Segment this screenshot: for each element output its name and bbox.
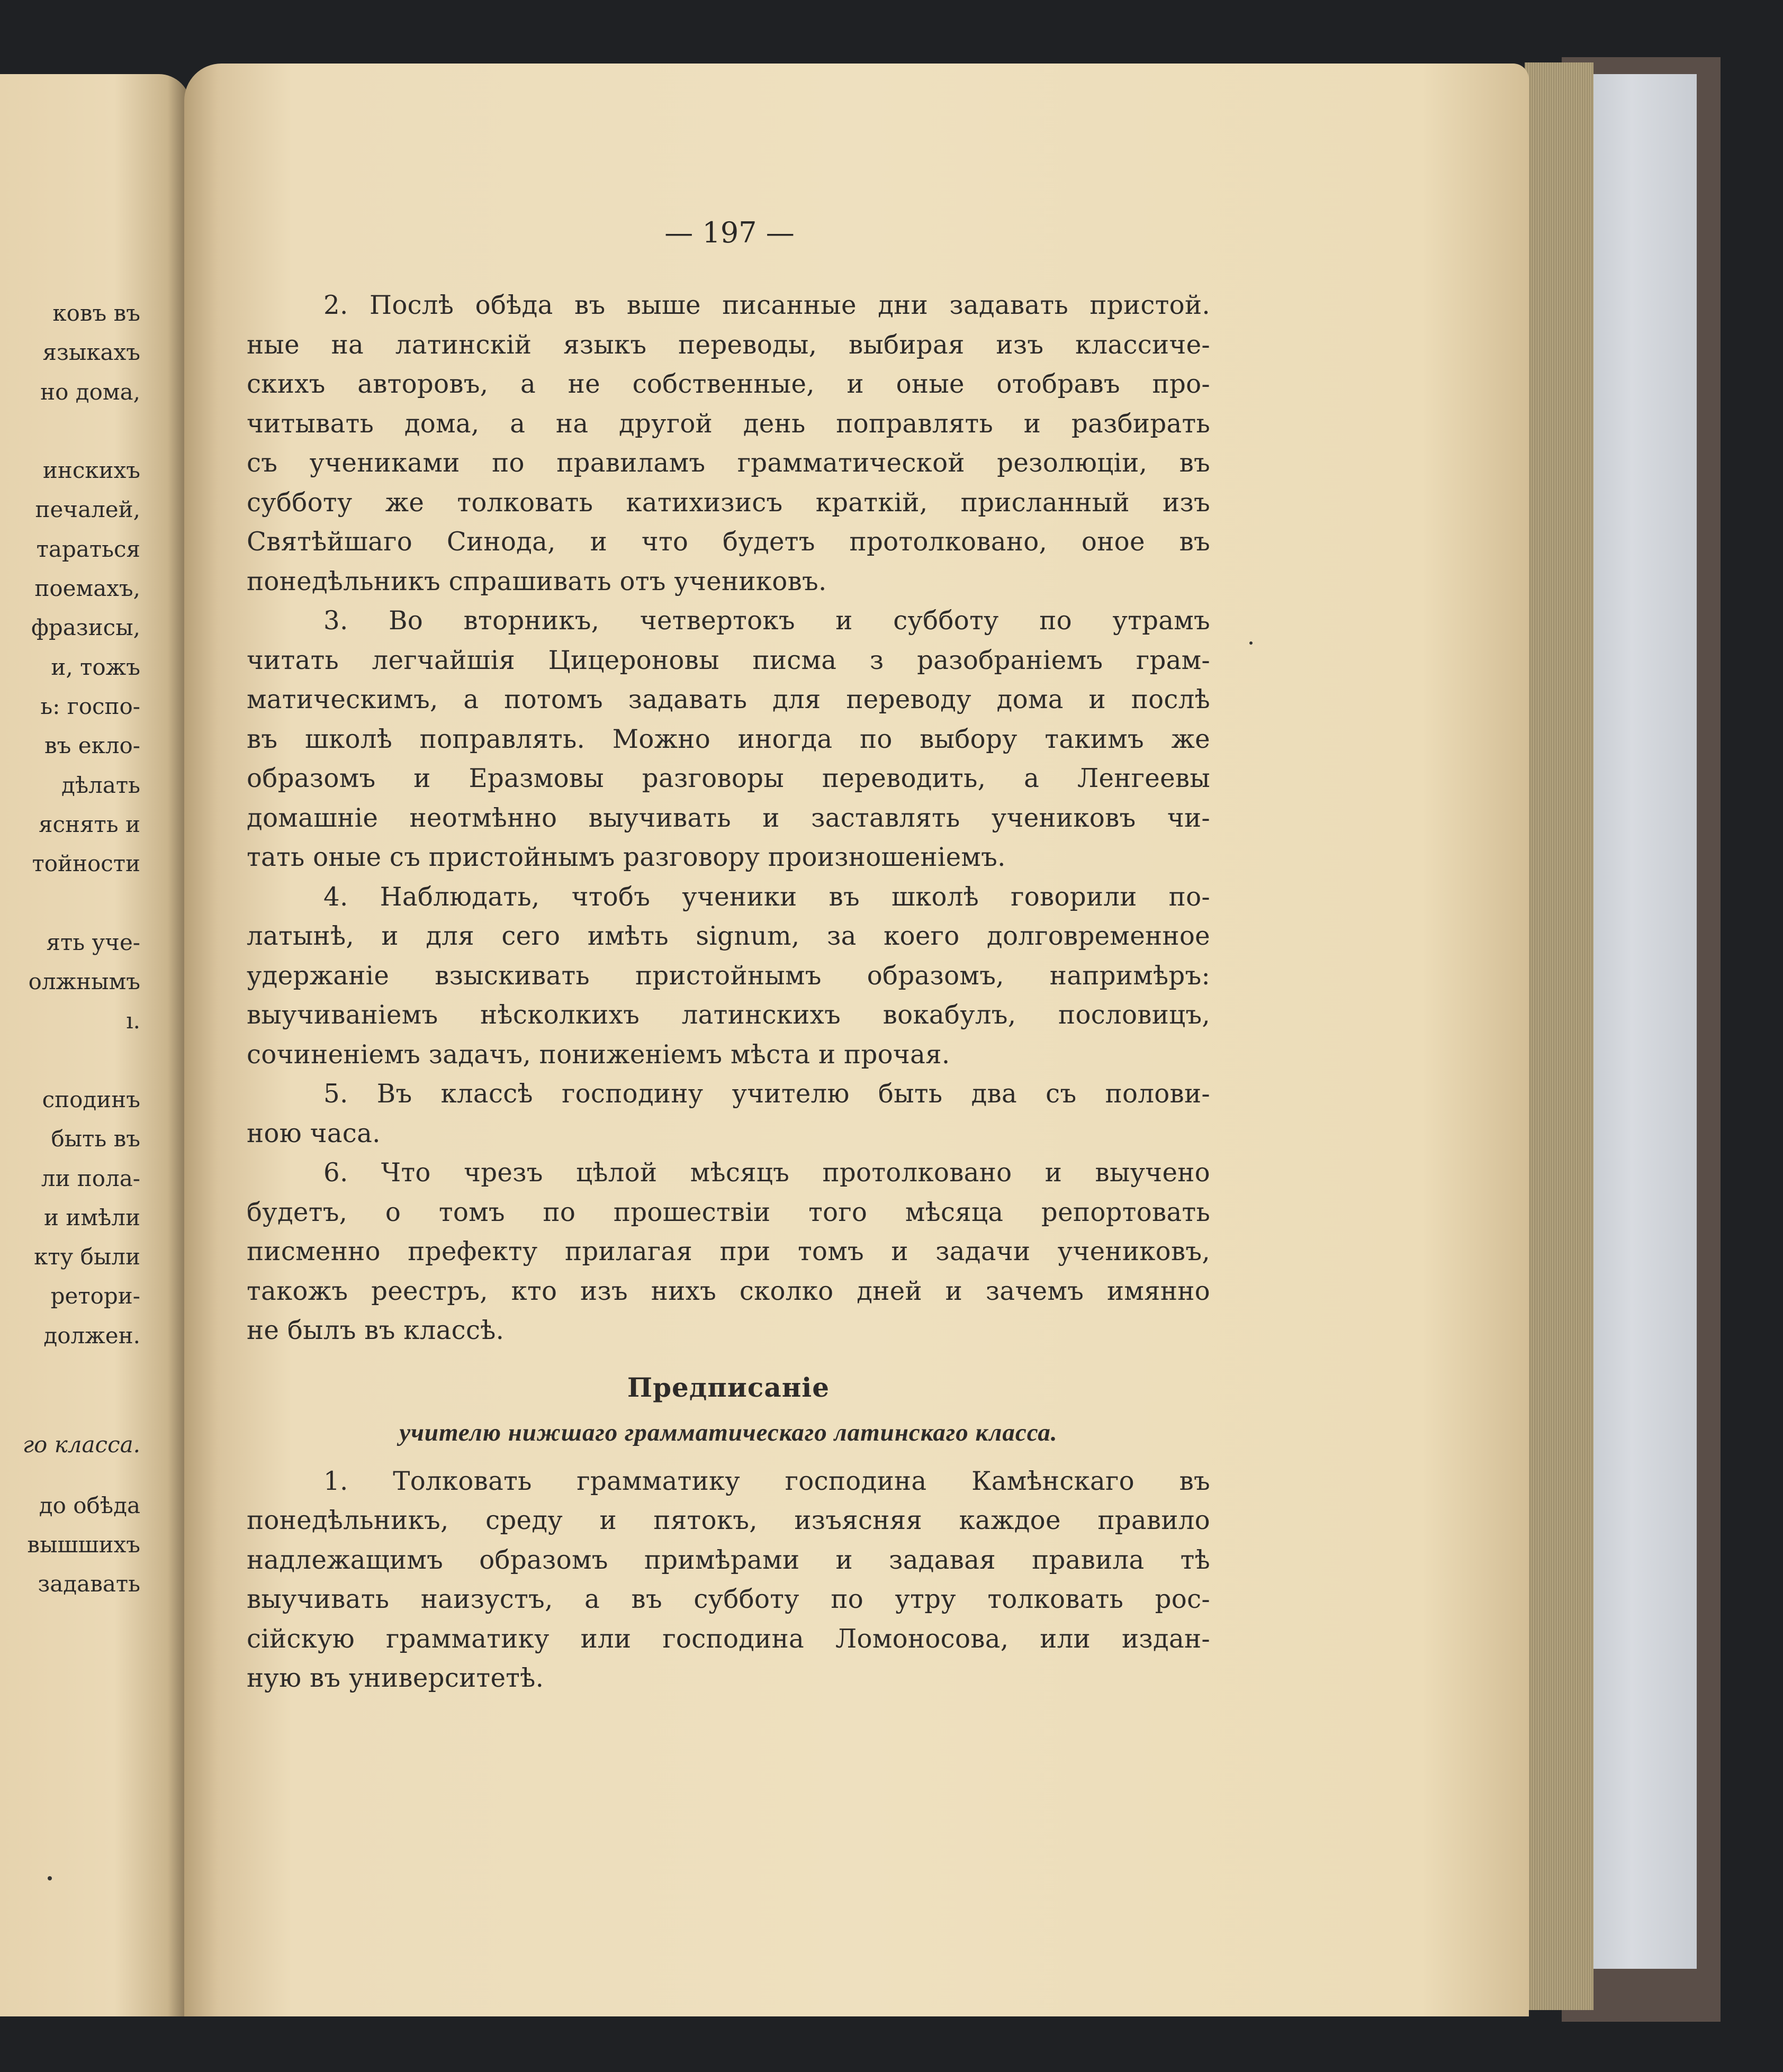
- paragraph-4-line: латынѣ, и для сего имѣть signum, за коего долговременное: [247, 921, 1210, 951]
- left-page-line: дѣлать: [61, 772, 140, 798]
- left-page-line: ковъ въ: [52, 300, 140, 326]
- left-page-line: [0, 412, 140, 451]
- left-page-text: [0, 294, 140, 1604]
- left-page-line: ь: госпо-: [40, 693, 140, 719]
- paragraph-6-line: 6. Что чрезъ цѣлой мѣсяцъ протолковано и выучено: [323, 1158, 1210, 1188]
- paragraph-4-line: 4. Наблюдать, чтобъ ученики въ школѣ говорили по-: [323, 882, 1210, 912]
- paragraph-2-line: 2. Послѣ обѣда въ выше писанные дни задавать пристой.: [323, 291, 1210, 320]
- left-page-line: яснять и: [39, 811, 140, 837]
- left-page-line: языкахъ: [42, 339, 140, 366]
- left-page-line: тараться: [36, 536, 140, 562]
- paragraph-5-line: 5. Въ классѣ господину учителю быть два съ полови-: [323, 1079, 1210, 1109]
- left-page-line: [0, 1041, 140, 1080]
- paragraph-2-line: съ учениками по правиламъ грамматической резолюціи, въ: [247, 448, 1210, 478]
- left-page-line: въ екло-: [44, 732, 140, 759]
- paragraph-2-line: ные на латинскій языкъ переводы, выбирая изъ классиче-: [247, 330, 1210, 360]
- paragraph-4-line: удержаніе взыскивать пристойнымъ образомъ, напримѣръ:: [247, 961, 1210, 991]
- left-page-line: но дома,: [40, 378, 140, 405]
- instruction-1-line: 1. Толковать грамматику господина Камѣнскаго въ: [323, 1466, 1210, 1496]
- left-page-line: тойности: [32, 850, 140, 877]
- paragraph-5-line: ною часа.: [247, 1118, 381, 1148]
- left-page-gap: [0, 1386, 140, 1425]
- paragraph-6-line: писменно префекту прилагая при томъ и задачи учениковъ,: [247, 1237, 1210, 1266]
- section-subheading: учителю нижшаго грамматическаго латинскаго класса.: [399, 1418, 1058, 1446]
- instruction-1-line: выучивать наизустъ, а въ субботу по утру толковать рос-: [247, 1585, 1210, 1614]
- paragraph-2-line: Святѣйшаго Синода, и что будетъ протолковано, оное въ: [247, 527, 1210, 557]
- paragraph-6-line: не былъ въ классѣ.: [247, 1316, 505, 1345]
- left-page-line: фразисы,: [31, 614, 140, 641]
- left-page-line: задавать: [38, 1571, 140, 1597]
- left-page-line: поемахъ,: [34, 575, 140, 602]
- paragraph-4-line: выучиваніемъ нѣсколкихъ латинскихъ вокабулъ, пословицъ,: [247, 1000, 1210, 1030]
- paragraph-2-line: субботу же толковать катихизисъ краткій, присланный изъ: [247, 487, 1210, 518]
- left-page-line: вышшихъ: [27, 1531, 140, 1558]
- left-page-line: инскихъ: [42, 457, 140, 484]
- left-page-line: ли пола-: [41, 1165, 140, 1191]
- left-page-gap: [0, 1465, 140, 1486]
- left-page-line: ретори-: [50, 1283, 140, 1309]
- left-page-line: ı.: [126, 1008, 140, 1034]
- left-page-line: быть въ: [51, 1126, 140, 1152]
- paragraph-3-line: тать оные съ пристойнымъ разговору произношеніемъ.: [247, 843, 1006, 872]
- paragraph-6-line: такожъ реестръ, кто изъ нихъ сколко дней и зачемъ имянно: [247, 1276, 1210, 1306]
- paragraph-4-line: сочиненіемъ задачъ, пониженіемъ мѣста и прочая.: [247, 1039, 950, 1070]
- speck: [1249, 641, 1253, 645]
- left-page-line: ять уче-: [46, 929, 140, 955]
- paragraph-3-line: читать легчайшія Цицероновы писма з разобраніемъ грам-: [247, 645, 1210, 675]
- left-page-gap: [0, 1355, 140, 1386]
- paragraph-2-line: скихъ авторовъ, а не собственные, и оные отобравъ про-: [247, 369, 1210, 399]
- right-page: [184, 64, 1529, 2016]
- left-page-line: олжнымъ: [28, 969, 140, 995]
- paragraph-2-line: читывать дома, а на другой день поправлять и разбирать: [247, 409, 1210, 439]
- paragraph-6-line: будетъ, о томъ по прошествіи того мѣсяца репортовать: [247, 1197, 1210, 1227]
- left-page-line: и, тожъ: [51, 654, 140, 680]
- page-number: — 197 —: [664, 216, 795, 249]
- page-edges: [1525, 62, 1593, 2010]
- section-heading: Предписаніе: [627, 1371, 830, 1403]
- paragraph-3-line: 3. Во вторникъ, четвертокъ и субботу по утрамъ: [323, 606, 1210, 636]
- left-page-line: должен.: [43, 1322, 140, 1349]
- paragraph-3-line: матическимъ, а потомъ задавать для переводу дома и послѣ: [247, 685, 1210, 714]
- left-page-line: до обѣда: [39, 1492, 140, 1518]
- left-page-line: кту были: [34, 1244, 140, 1270]
- speck: [48, 1876, 52, 1880]
- page-body: [247, 286, 1210, 1698]
- left-page-line: [0, 883, 140, 922]
- paragraph-3-line: образомъ и Еразмовы разговоры переводить, а Ленгеевы: [247, 764, 1210, 793]
- paragraph-3-line: въ школѣ поправлять. Можно иногда по выбору такимъ же: [247, 724, 1210, 754]
- left-page-line: печалей,: [35, 496, 140, 523]
- paragraph-3-line: домашніе неотмѣнно выучивать и заставлять учениковъ чи-: [247, 803, 1210, 833]
- left-page-line: сподинъ: [42, 1086, 140, 1112]
- instruction-1-line: надлежащимъ образомъ примѣрами и задавая правила тѣ: [247, 1545, 1210, 1575]
- left-page: [0, 74, 191, 2016]
- left-page-line: и имѣли: [43, 1204, 140, 1230]
- instruction-1-line: сійскую грамматику или господина Ломоносова, или издан-: [247, 1624, 1210, 1654]
- instruction-1-line: понедѣльникъ, среду и пятокъ, изъясняя каждое правило: [247, 1506, 1210, 1535]
- left-page-italic-line: го класса.: [22, 1432, 140, 1458]
- flyleaf: [1588, 74, 1697, 1969]
- paragraph-2-line: понедѣльникъ спрашивать отъ учениковъ.: [247, 566, 827, 596]
- instruction-1-line: ную въ университетѣ.: [247, 1663, 544, 1693]
